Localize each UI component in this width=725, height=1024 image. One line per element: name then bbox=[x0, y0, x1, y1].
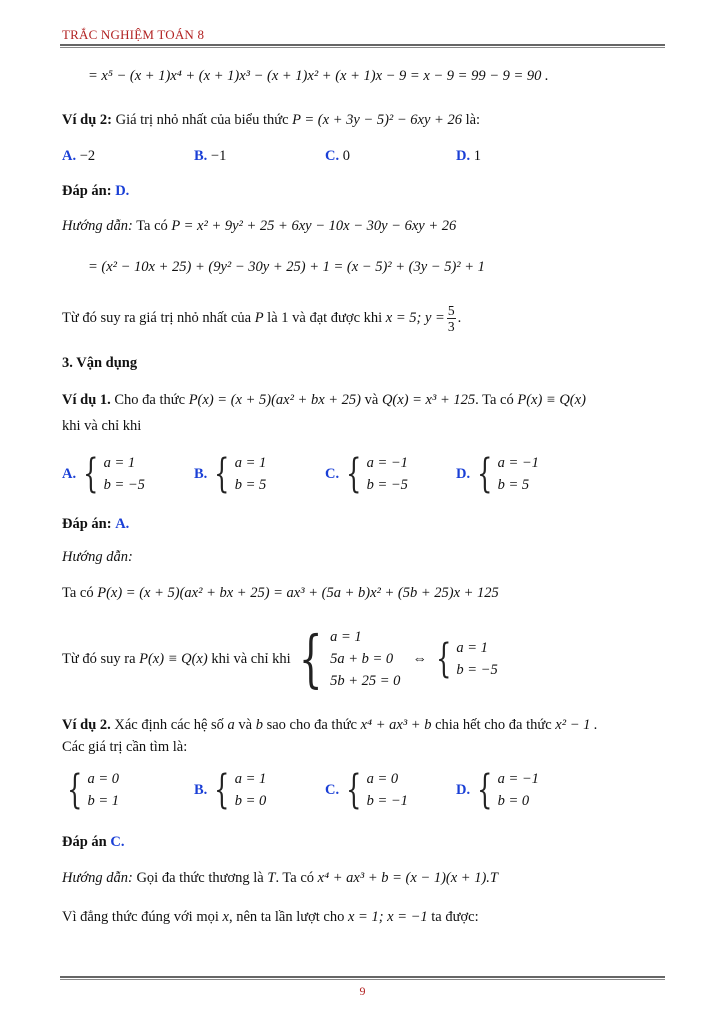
option-letter: B. bbox=[194, 781, 208, 798]
system-small: a = 1 b = −5 bbox=[456, 640, 498, 678]
answer-label: Đáp án: bbox=[62, 183, 112, 199]
option-c[interactable] bbox=[325, 148, 350, 165]
expression: P = (x + 3y − 5)² − 6xy + 26 bbox=[292, 112, 462, 128]
guide-expression: P(x) = (x + 5)(ax² + bx + 25) = ax³ + (5a + b)x² + (5b + 25)x + 125 bbox=[97, 585, 499, 601]
option-value: 0 bbox=[342, 148, 350, 164]
brace-icon: { bbox=[214, 767, 230, 813]
fraction-denominator: 3 bbox=[447, 319, 455, 334]
header-rule-thin bbox=[60, 47, 665, 48]
period: . bbox=[457, 310, 462, 326]
section-title: 3. Vận dụng bbox=[62, 355, 138, 371]
answer-line bbox=[62, 183, 129, 200]
guide-label: Hướng dẫn: bbox=[62, 218, 133, 234]
option-d[interactable] bbox=[456, 452, 539, 496]
conclusion-text: Từ đó suy ra giá trị nhỏ nhất của bbox=[62, 310, 252, 326]
divisor: x² − 1 . bbox=[555, 717, 598, 733]
brace-icon: { bbox=[67, 767, 83, 813]
brace-icon: { bbox=[477, 451, 493, 497]
footer-rule-thin bbox=[60, 979, 665, 980]
conclusion-expression: x = 5; y = bbox=[385, 310, 445, 326]
iff-symbol: ⇔ bbox=[412, 650, 427, 667]
option-letter: B. bbox=[194, 465, 208, 482]
conclusion-line bbox=[62, 622, 498, 695]
variable-x: x bbox=[222, 909, 229, 925]
guide-line bbox=[62, 870, 498, 887]
answer-value: D. bbox=[115, 183, 130, 199]
example-2-question bbox=[62, 112, 480, 129]
option-a[interactable] bbox=[62, 768, 119, 812]
answer-value: A. bbox=[115, 516, 130, 532]
answer-label: Đáp án: bbox=[62, 516, 112, 532]
guide-label: Hướng dẫn: bbox=[62, 549, 133, 565]
conclusion-text-2: là 1 và đạt được khi bbox=[267, 310, 383, 326]
variable-p: P bbox=[254, 310, 264, 326]
last-line bbox=[62, 909, 479, 926]
system-rows: a = 0 b = −1 bbox=[366, 771, 408, 809]
guide-line-2: = (x² − 10x + 25) + (9y² − 30y + 25) + 1 = (x − 5)² + (3y − 5)² + 1 bbox=[88, 259, 485, 275]
system-rows: a = 1 b = 0 bbox=[234, 771, 267, 809]
guide-line bbox=[62, 585, 499, 602]
guide-text-2: . Ta có bbox=[275, 870, 315, 886]
option-c[interactable] bbox=[325, 452, 408, 496]
guide-label: Hướng dẫn: bbox=[62, 870, 133, 886]
option-a[interactable] bbox=[62, 452, 145, 496]
variable-b: b bbox=[255, 717, 263, 733]
example-label: Ví dụ 2. bbox=[62, 717, 111, 733]
question-text: Xác định các hệ số bbox=[114, 717, 224, 733]
question-text: Giá trị nhỏ nhất của biểu thức bbox=[115, 112, 289, 128]
example-1-question bbox=[62, 392, 586, 409]
fraction-numerator: 5 bbox=[447, 303, 455, 318]
option-letter: D. bbox=[456, 148, 471, 164]
system-rows: a = 1 b = 5 bbox=[234, 455, 267, 493]
option-value: −2 bbox=[79, 148, 96, 164]
conclusion-text: Từ đó suy ra bbox=[62, 650, 136, 667]
page-header-title: TRẮC NGHIỆM TOÁN 8 bbox=[62, 27, 205, 42]
page-number: 9 bbox=[359, 984, 366, 998]
brace-icon: { bbox=[346, 767, 362, 813]
option-letter: B. bbox=[194, 148, 208, 164]
brace-icon: { bbox=[346, 451, 362, 497]
brace-icon: { bbox=[214, 451, 230, 497]
system-rows: a = −1 b = 0 bbox=[497, 771, 539, 809]
answer-label: Đáp án bbox=[62, 834, 107, 850]
option-c[interactable] bbox=[325, 768, 408, 812]
option-letter: A. bbox=[62, 148, 77, 164]
conclusion-text-2: khi và chỉ khi bbox=[211, 650, 291, 667]
system-rows: a = 1 b = −5 bbox=[103, 455, 145, 493]
option-letter: C. bbox=[325, 465, 340, 482]
option-value: 1 bbox=[473, 148, 481, 164]
guide-expression: P = x² + 9y² + 25 + 6xy − 10x − 30y − 6xy + 26 bbox=[171, 218, 457, 234]
option-d[interactable] bbox=[456, 148, 481, 165]
option-value: −1 bbox=[210, 148, 227, 164]
question-continuation: khi và chỉ khi bbox=[62, 418, 142, 434]
option-b[interactable] bbox=[194, 148, 226, 165]
last-text-2: , nên ta lần lượt cho bbox=[228, 909, 345, 925]
variable-t: T bbox=[267, 870, 276, 886]
guide-expression: x⁴ + ax³ + b = (x − 1)(x + 1).T bbox=[317, 870, 498, 886]
guide-text: Gọi đa thức thương là bbox=[136, 870, 264, 886]
system-big: a = 1 5a + b = 0 5b + 25 = 0 bbox=[330, 629, 401, 689]
equivalence-expression: P(x) ≡ Q(x) bbox=[139, 650, 208, 667]
p-expression: P(x) = (x + 5)(ax² + bx + 25) bbox=[188, 392, 362, 408]
guide-text: Ta có bbox=[136, 218, 168, 234]
continuation-equation: = x⁵ − (x + 1)x⁴ + (x + 1)x³ − (x + 1)x² + (x + 1)x − 9 = x − 9 = 99 − 9 = 90 . bbox=[88, 68, 549, 84]
guide-text: Ta có bbox=[62, 585, 94, 601]
conjunction: và bbox=[364, 392, 379, 408]
fraction bbox=[447, 303, 456, 334]
option-letter: D. bbox=[456, 781, 471, 798]
option-b[interactable] bbox=[194, 452, 266, 496]
option-a[interactable] bbox=[62, 148, 95, 165]
polynomial: x⁴ + ax³ + b bbox=[360, 717, 432, 733]
brace-icon: { bbox=[477, 767, 493, 813]
example-label: Ví dụ 2: bbox=[62, 112, 112, 128]
answer-line bbox=[62, 834, 124, 851]
question-text-3: chia hết cho đa thức bbox=[435, 717, 552, 733]
answer-line bbox=[62, 516, 129, 533]
option-letter: D. bbox=[456, 465, 471, 482]
example-2b-question bbox=[62, 717, 598, 734]
option-d[interactable] bbox=[456, 768, 539, 812]
header-rule bbox=[60, 44, 665, 46]
option-b[interactable] bbox=[194, 768, 266, 812]
system-rows: a = 0 b = 1 bbox=[87, 771, 119, 809]
question-continuation: Các giá trị cần tìm là: bbox=[62, 739, 188, 755]
variable-a: a bbox=[227, 717, 235, 733]
brace-icon: { bbox=[298, 622, 323, 695]
equivalence-expression: P(x) ≡ Q(x) bbox=[517, 392, 586, 408]
option-letter: A. bbox=[62, 465, 77, 482]
option-letter: C. bbox=[325, 781, 340, 798]
system-rows: a = −1 b = −5 bbox=[366, 455, 408, 493]
brace-icon: { bbox=[83, 451, 99, 497]
question-text-2: sao cho đa thức bbox=[266, 717, 357, 733]
conclusion-line bbox=[62, 303, 461, 334]
option-letter: C. bbox=[325, 148, 340, 164]
guide-line-1 bbox=[62, 218, 456, 235]
question-tail: là: bbox=[465, 112, 481, 128]
footer-rule bbox=[60, 976, 665, 978]
answer-value: C. bbox=[110, 834, 125, 850]
last-expression: x = 1; x = −1 bbox=[347, 909, 428, 925]
q-expression: Q(x) = x³ + 125 bbox=[381, 392, 476, 408]
system-rows: a = −1 b = 5 bbox=[497, 455, 539, 493]
brace-icon: { bbox=[436, 636, 452, 682]
question-text-2: . Ta có bbox=[475, 392, 514, 408]
example-label: Ví dụ 1. bbox=[62, 392, 111, 408]
last-text-3: ta được: bbox=[431, 909, 479, 925]
conjunction: và bbox=[238, 717, 253, 733]
last-text: Vì đẳng thức đúng với mọi bbox=[62, 909, 219, 925]
question-text: Cho đa thức bbox=[114, 392, 186, 408]
